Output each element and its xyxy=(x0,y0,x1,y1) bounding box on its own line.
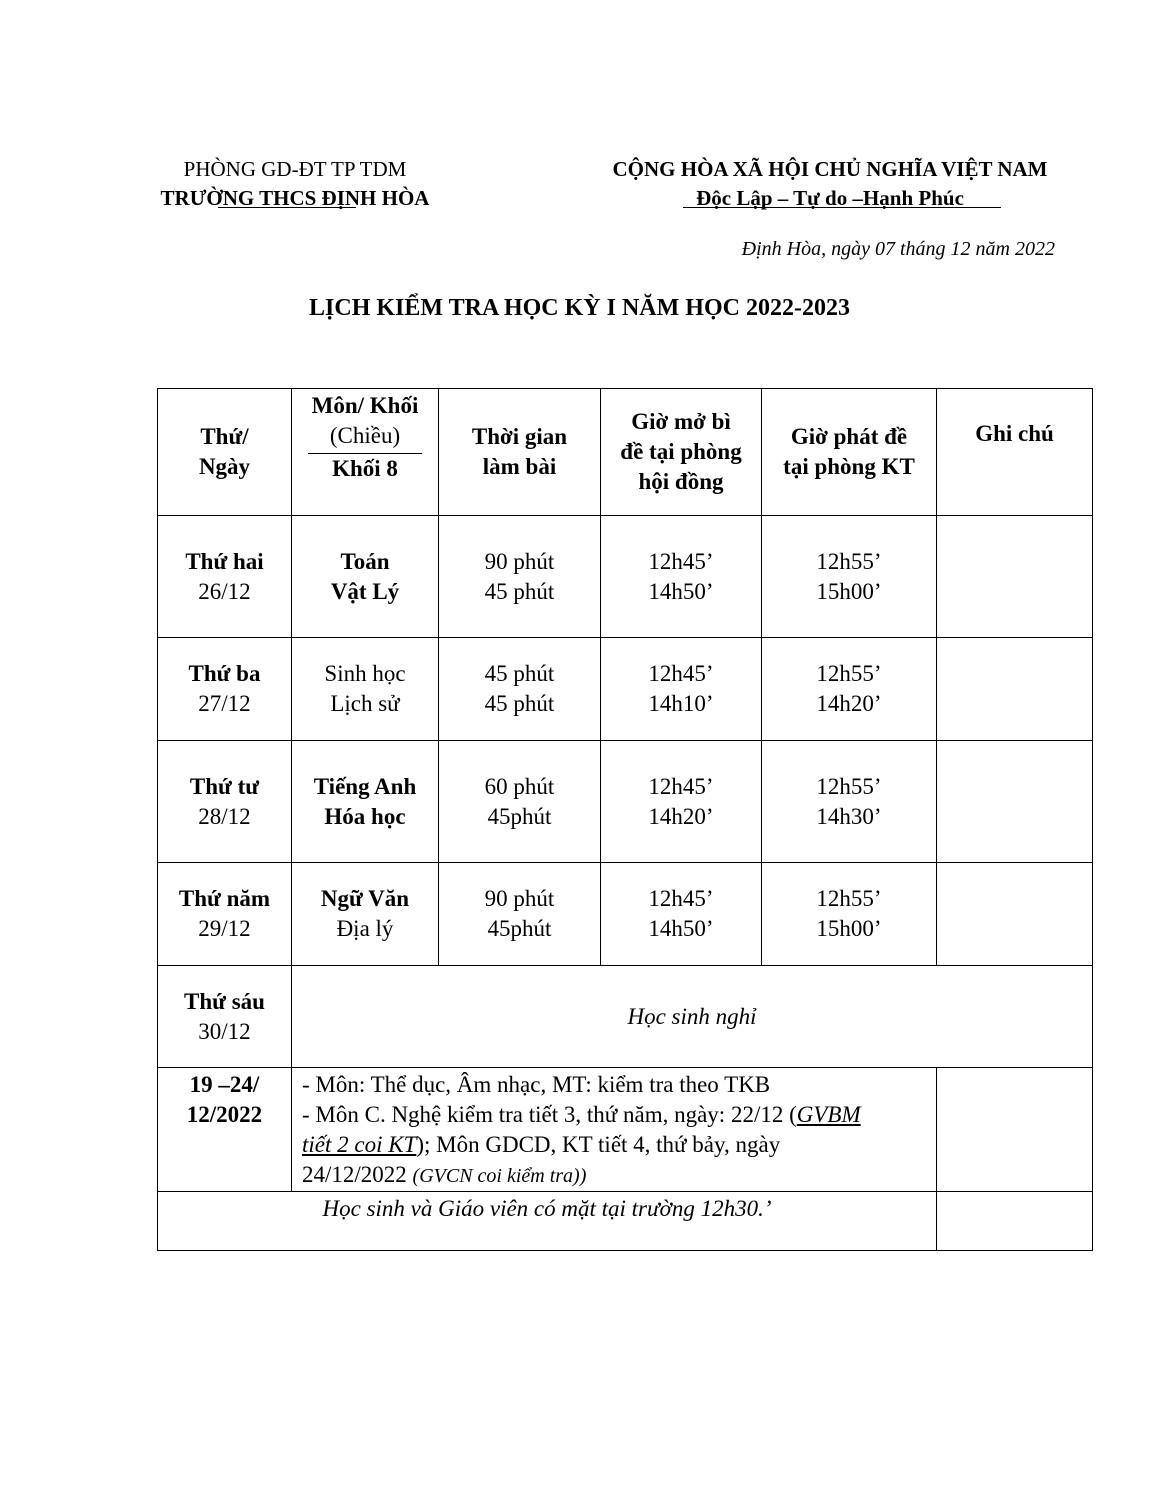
row-open-time: 12h45’ xyxy=(648,886,714,911)
row-day: Thứ ba xyxy=(188,661,261,686)
school-underline xyxy=(218,207,356,208)
row-day: Thứ năm xyxy=(178,886,271,911)
friday-note: Học sinh nghỉ xyxy=(292,966,1093,1068)
row-duration: 90 phút xyxy=(484,886,555,911)
table-row xyxy=(158,741,1093,863)
row-duration: 90 phút xyxy=(484,548,555,574)
row-subject: Ngữ Văn xyxy=(320,886,410,911)
row-day: Thứ hai xyxy=(185,548,264,574)
row-open-time: 14h10’ xyxy=(648,691,714,716)
row-open-time: 12h45’ xyxy=(648,548,714,574)
other-subjects-note: - Môn: Thể dục, Âm nhạc, MT: kiểm tra theo TKB - Môn C. Nghệ kiểm tra tiết 3, thứ năm, ngày: 22/12 (GVBM tiết 2 coi KT); Môn GDCD, KT tiết 4, thứ bảy, ngày 24/12/2022 (GVCN coi kiểm tra)) xyxy=(292,1068,937,1192)
table-footer-row xyxy=(158,1192,1093,1251)
row-duration: 45 phút xyxy=(484,691,555,716)
row-note xyxy=(937,741,1093,863)
range-date: 12/2022 xyxy=(186,1102,263,1127)
row-issue-time: 12h55’ xyxy=(816,548,882,574)
row-subject: Địa lý xyxy=(336,916,394,941)
row-issue-time: 14h20’ xyxy=(816,691,882,716)
row-issue-time: 12h55’ xyxy=(816,773,882,799)
row-duration: 45phút xyxy=(487,916,552,941)
row-subject: Tiếng Anh xyxy=(313,773,417,799)
table-header-row xyxy=(158,389,1093,516)
row-issue-time: 15h00’ xyxy=(816,916,882,941)
row-subject: Sinh học xyxy=(324,661,406,686)
row-note xyxy=(937,516,1093,638)
table-row xyxy=(158,966,1093,1068)
row-note xyxy=(937,1192,1093,1251)
table-row xyxy=(158,1068,1093,1192)
row-subject: Hóa học xyxy=(324,803,406,829)
motto-underline xyxy=(683,207,1001,208)
footer-note: Học sinh và Giáo viên có mặt tại trường 12h30.’ xyxy=(158,1192,937,1251)
school-name: TRƯỜNG THCS ĐỊNH HÒA xyxy=(160,186,430,210)
header-subject: Môn/ Khối (Chiều) Khối 8 xyxy=(292,389,439,516)
header-open-time: Giờ mở bì đề tại phòng hội đồng xyxy=(601,389,762,516)
row-date: 27/12 xyxy=(198,691,251,716)
department-name: PHÒNG GD-ĐT TP TDM xyxy=(183,157,407,181)
date-line: Định Hòa, ngày 07 tháng 12 năm 2022 xyxy=(741,238,1055,260)
row-date: 28/12 xyxy=(198,803,251,829)
row-day: Thứ tư xyxy=(189,773,260,799)
exam-schedule-table xyxy=(157,388,1093,1251)
row-subject: Toán xyxy=(340,548,390,574)
row-note xyxy=(937,863,1093,966)
national-motto: Độc Lập – Tự do –Hạnh Phúc xyxy=(696,186,964,210)
range-date: 19 –24/ xyxy=(189,1072,260,1097)
row-duration: 45 phút xyxy=(484,578,555,604)
row-open-time: 14h20’ xyxy=(648,803,714,829)
header-day: Thứ/ Ngày xyxy=(158,389,292,516)
header-issue-time: Giờ phát đề tại phòng KT xyxy=(762,389,937,516)
row-issue-time: 14h30’ xyxy=(816,803,882,829)
document-title: LỊCH KIỂM TRA HỌC KỲ I NĂM HỌC 2022-2023 xyxy=(309,295,850,321)
row-day: Thứ sáu xyxy=(184,988,265,1014)
row-subject: Lịch sử xyxy=(330,691,400,716)
table-row xyxy=(158,863,1093,966)
header-duration: Thời gian làm bài xyxy=(439,389,601,516)
row-duration: 45 phút xyxy=(484,661,555,686)
row-open-time: 14h50’ xyxy=(648,916,714,941)
row-subject: Vật Lý xyxy=(330,578,400,604)
row-date: 29/12 xyxy=(198,916,251,941)
row-issue-time: 15h00’ xyxy=(816,578,882,604)
row-date: 26/12 xyxy=(198,578,251,604)
table-row xyxy=(158,638,1093,741)
row-date: 30/12 xyxy=(198,1018,251,1044)
country-name: CỘNG HÒA XÃ HỘI CHỦ NGHĨA VIỆT NAM xyxy=(612,157,1048,181)
row-issue-time: 12h55’ xyxy=(816,886,882,911)
header-note: Ghi chú xyxy=(937,389,1093,516)
row-open-time: 14h50’ xyxy=(648,578,714,604)
row-issue-time: 12h55’ xyxy=(816,661,882,686)
row-duration: 45phút xyxy=(487,803,552,829)
row-open-time: 12h45’ xyxy=(648,773,714,799)
row-open-time: 12h45’ xyxy=(648,661,714,686)
table-row xyxy=(158,516,1093,638)
row-note xyxy=(937,1068,1093,1192)
header-right xyxy=(575,155,1085,213)
row-duration: 60 phút xyxy=(484,773,555,799)
header-left xyxy=(120,155,470,213)
row-note xyxy=(937,638,1093,741)
